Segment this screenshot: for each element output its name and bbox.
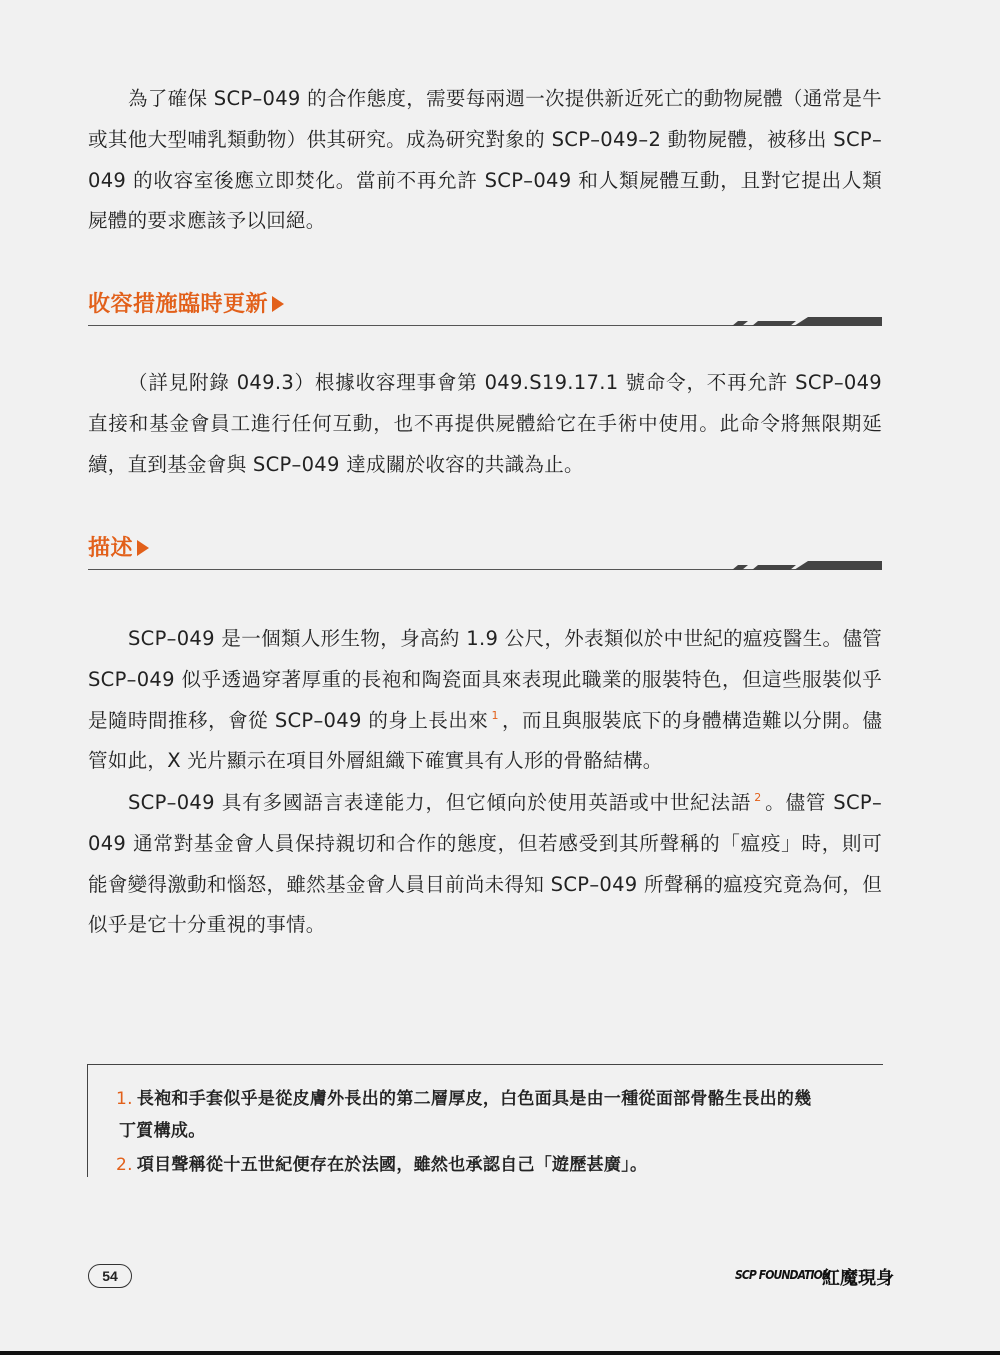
footnote-number: 2.	[116, 1155, 133, 1175]
footnotes-box	[87, 1064, 883, 1177]
description-paragraph-2: SCP–049 具有多國語言表達能力，但它傾向於使用英語或中世紀法語 $^2$ 。儘管 SCP–049 通常對基金會人員保持親切和合作的態度，但若感受到其所聲稱的「瘟疫」時，則可能會變得激動和惱怒，雖然基金會人員目前尚未得知 SCP–049 所聲稱的瘟疫究竟為何，但似乎是它十分重視的事情。	[88, 791, 883, 937]
footnote-ref-1[interactable]: 1	[491, 708, 499, 722]
section-heading-containment-update	[88, 286, 882, 326]
description-paragraph-1: SCP–049 是一個類人形生物，身高約 1.9 公尺，外表類似於中世紀的瘟疫醫生。儘管 SCP–049 似乎透過穿著厚重的長袍和陶瓷面具來表現此職業的服裝特色，但這些服裝似乎是隨時間推移，會從 SCP–049 的身上長出來 $^1$ ，而且與服裝底下的身體構造難以分開。儘管如此，X 光片顯示在項目外層組織下確實具有人形的骨骼結構。	[88, 627, 882, 773]
footnote-continuation: 丁質構成。	[119, 1121, 206, 1141]
bottom-edge-bar	[0, 1351, 1000, 1355]
play-arrow-icon	[272, 296, 284, 312]
footnote-1: 1. 長袍和手套似乎是從皮膚外長出的第二層厚皮，白色面具是由一種從面部骨骼生長出的幾 丁質構成。	[116, 1083, 882, 1147]
section-heading-text: 收容措施臨時更新	[88, 287, 284, 318]
footnote-number: 1.	[116, 1089, 133, 1109]
page-number: 54	[88, 1264, 132, 1288]
section-heading-text: 描述	[88, 531, 149, 562]
book-title: 紅魔現身	[822, 1268, 894, 1289]
heading-deco-icon	[732, 560, 882, 570]
intro-paragraph: 為了確保 SCP–049 的合作態度，需要每兩週一次提供新近死亡的動物屍體（通常是牛或其他大型哺乳類動物）供其研究。成為研究對象的 SCP–049–2 動物屍體，被移出 SCP–049 的收容室後應立即焚化。當前不再允許 SCP–049 和人類屍體互動，且對它提出人類屍體的要求應該予以回絕。	[88, 87, 882, 233]
section1-paragraph: （詳見附錄 049.3）根據收容理事會第 049.S19.17.1 號命令，不再允許 SCP–049 直接和基金會員工進行任何互動，也不再提供屍體給它在手術中使用。此命令將無限期延續，直到基金會與 SCP–049 達成關於收容的共識為止。	[88, 371, 882, 476]
play-arrow-icon	[137, 540, 149, 556]
heading-deco-icon	[732, 316, 882, 326]
brand-logo: SCP FOUNDATION	[735, 1268, 831, 1282]
footnote-ref-2[interactable]: 2	[754, 791, 762, 804]
footnote-2: 2. 項目聲稱從十五世紀便存在於法國，雖然也承認自己「遊歷甚廣」。	[116, 1155, 648, 1175]
section-heading-description	[88, 530, 882, 570]
